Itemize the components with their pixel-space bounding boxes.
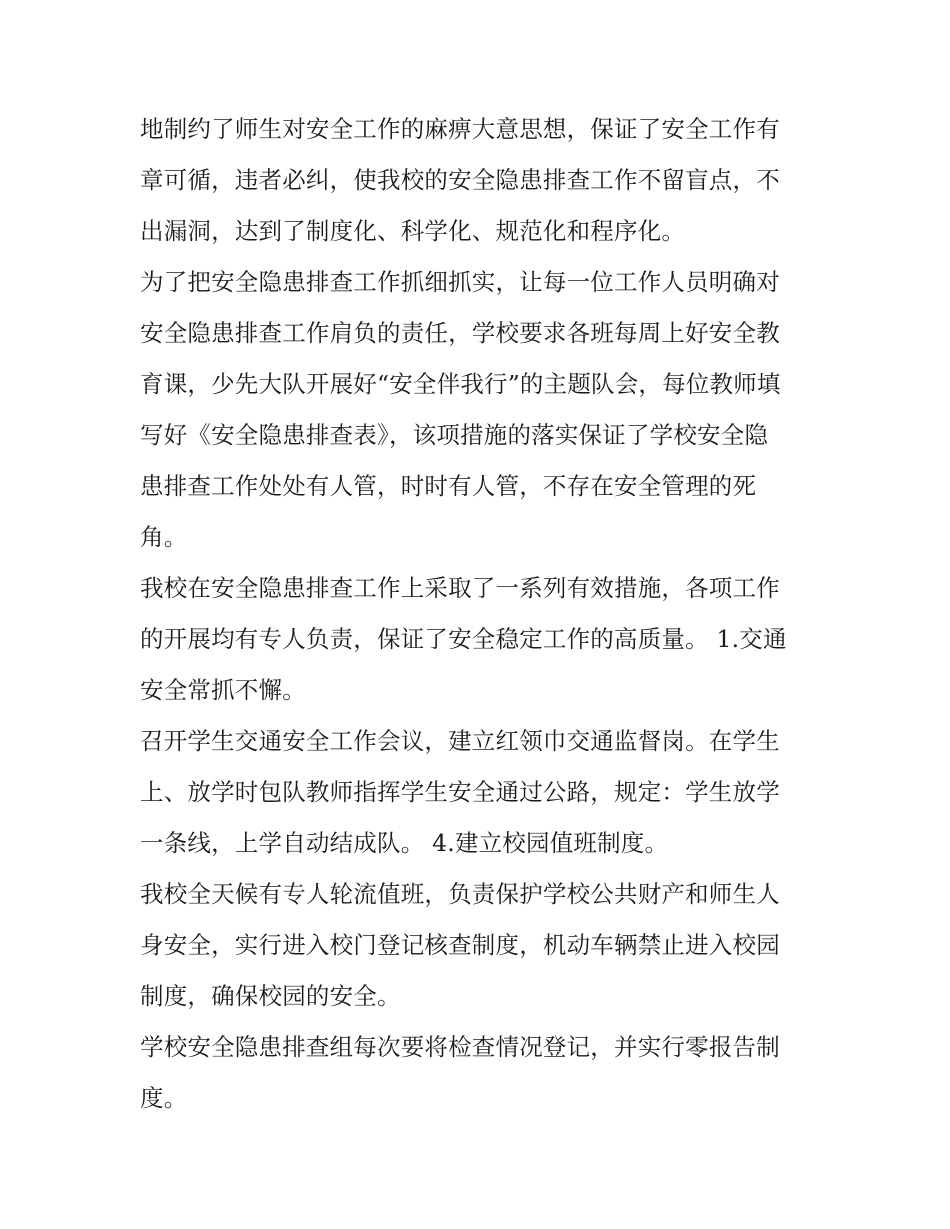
document-body (140, 104, 820, 1124)
paragraph-2 (140, 257, 820, 563)
text-line: 为了把安全隐患排查工作抓细抓实，让每一位工作人员明确对 (140, 268, 780, 296)
text-line: 写好《安全隐患排查表》，该项措施的落实保证了学校安全隐 (140, 421, 769, 449)
paragraph-6 (140, 1022, 820, 1124)
text-line: 安全常抓不懈。 (140, 676, 306, 704)
text-line: 的开展均有专人负责，保证了安全稳定工作的高质量。 1.交通 (140, 625, 787, 653)
text-line: 一条线，上学自动结成队。 4.建立校园值班制度。 (140, 829, 669, 857)
text-line: 我校在安全隐患排查工作上采取了一系列有效措施，各项工作 (140, 574, 780, 602)
paragraph-3 (140, 563, 820, 716)
text-line: 身安全，实行进入校门登记核查制度，机动车辆禁止进入校园 (140, 931, 780, 959)
text-line: 制度，确保校园的安全。 (140, 982, 401, 1010)
text-line: 安全隐患排查工作肩负的责任，学校要求各班每周上好安全教 (140, 319, 780, 347)
text-line: 患排查工作处处有人管，时时有人管，不存在安全管理的死 (140, 472, 757, 500)
text-line: 我校全天候有专人轮流值班，负责保护学校公共财产和师生人 (140, 880, 780, 908)
text-line: 角。 (140, 523, 188, 551)
paragraph-5 (140, 869, 820, 1022)
text-line: 度。 (140, 1084, 188, 1112)
text-line: 学校安全隐患排查组每次要将检查情况登记，并实行零报告制 (140, 1033, 780, 1061)
text-line: 育课，少先大队开展好“安全伴我行”的主题队会，每位教师填 (140, 370, 781, 398)
text-line: 地制约了师生对安全工作的麻痹大意思想，保证了安全工作有 (140, 115, 780, 143)
text-line: 召开学生交通安全工作会议，建立红领巾交通监督岗。在学生 (140, 727, 780, 755)
paragraph-1 (140, 104, 820, 257)
paragraph-4 (140, 716, 820, 869)
text-line: 上、放学时包队教师指挥学生安全通过公路，规定：学生放学 (140, 778, 780, 806)
text-line: 出漏洞，达到了制度化、科学化、规范化和程序化。 (140, 217, 686, 245)
text-line: 章可循，违者必纠，使我校的安全隐患排查工作不留盲点，不 (140, 166, 780, 194)
